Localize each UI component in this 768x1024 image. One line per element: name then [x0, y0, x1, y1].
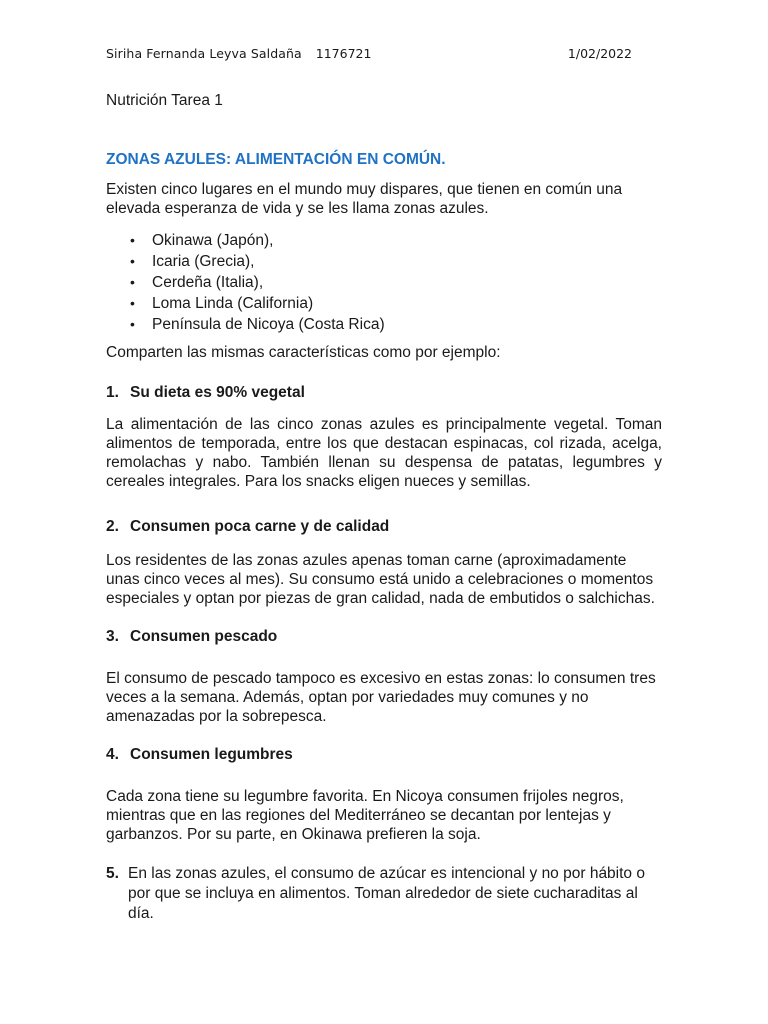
section-item-5	[106, 864, 662, 924]
subject-line: Nutrición Tarea 1	[106, 92, 223, 109]
section-paragraph-1: La alimentación de las cinco zonas azules es principalmente vegetal. Toman alimentos de temporada, entre los que destacan espinacas, col rizada, acelga, remolachas y nabo. También llenan su despensa de patatas, legumbres y cereales integrales. Para los snacks eligen nueces y semillas.	[106, 416, 662, 490]
section-heading-4	[106, 746, 293, 764]
section-heading-1	[106, 384, 305, 402]
bullet-icon: •	[130, 253, 135, 269]
section-number: 5.	[106, 865, 119, 882]
section-heading-text: Consumen poca carne y de calidad	[130, 518, 390, 535]
section-paragraph-4: Cada zona tiene su legumbre favorita. En Nicoya consumen frijoles negros, mientras que en las regiones del Mediterráneo se decantan por lentejas y garbanzos. Por su parte, en Okinawa prefieren la soja.	[106, 788, 624, 843]
bullet-icon: •	[130, 274, 135, 290]
section-number: 4.	[106, 746, 119, 763]
document-date: 1/02/2022	[567, 46, 632, 61]
section-heading-3	[106, 628, 277, 646]
author-line	[106, 46, 371, 61]
bullet-icon: •	[130, 232, 135, 248]
list-item: • Loma Linda (California)	[130, 295, 314, 312]
section-heading-text: Su dieta es 90% vegetal	[130, 384, 305, 401]
section-paragraph-5: En las zonas azules, el consumo de azúcar es intencional y no por hábito o por que se incluya en alimentos. Toman alrededor de siete cucharaditas al día.	[128, 865, 645, 922]
section-number: 1.	[106, 384, 119, 401]
list-item: • Icaria (Grecia),	[130, 253, 255, 270]
list-item: • Okinawa (Japón),	[130, 232, 274, 249]
section-heading-text: Consumen legumbres	[130, 746, 293, 763]
section-number: 2.	[106, 518, 119, 535]
section-heading-text: Consumen pescado	[130, 628, 278, 645]
section-heading-2	[106, 518, 389, 536]
list-item: • Cerdeña (Italia),	[130, 274, 264, 291]
intro-paragraph: Existen cinco lugares en el mundo muy dispares, que tienen en común una elevada esperanza de vida y se les llama zonas azules.	[106, 181, 623, 217]
section-paragraph-3: El consumo de pescado tampoco es excesivo en estas zonas: lo consumen tres veces a la semana. Además, optan por variedades muy comunes y no amenazadas por la sobrepesca.	[106, 670, 656, 725]
bullet-icon: •	[130, 316, 135, 332]
section-number: 3.	[106, 628, 119, 645]
list-item: • Península de Nicoya (Costa Rica)	[130, 316, 385, 333]
document-title: ZONAS AZULES: ALIMENTACIÓN EN COMÚN.	[106, 151, 446, 168]
bullet-icon: •	[130, 295, 135, 311]
student-id: 1176721	[315, 46, 372, 61]
section-paragraph-2: Los residentes de las zonas azules apenas toman carne (aproximadamente unas cinco veces al mes). Su consumo está unido a celebraciones o momentos especiales y optan por piezas de gran calidad, nada de embutidos o salchichas.	[106, 552, 655, 607]
document-header	[106, 46, 632, 61]
shared-intro-paragraph: Comparten las mismas características como por ejemplo:	[106, 344, 501, 361]
author-name: Siriha Fernanda Leyva Saldaña	[106, 46, 302, 61]
zones-list	[106, 230, 385, 335]
